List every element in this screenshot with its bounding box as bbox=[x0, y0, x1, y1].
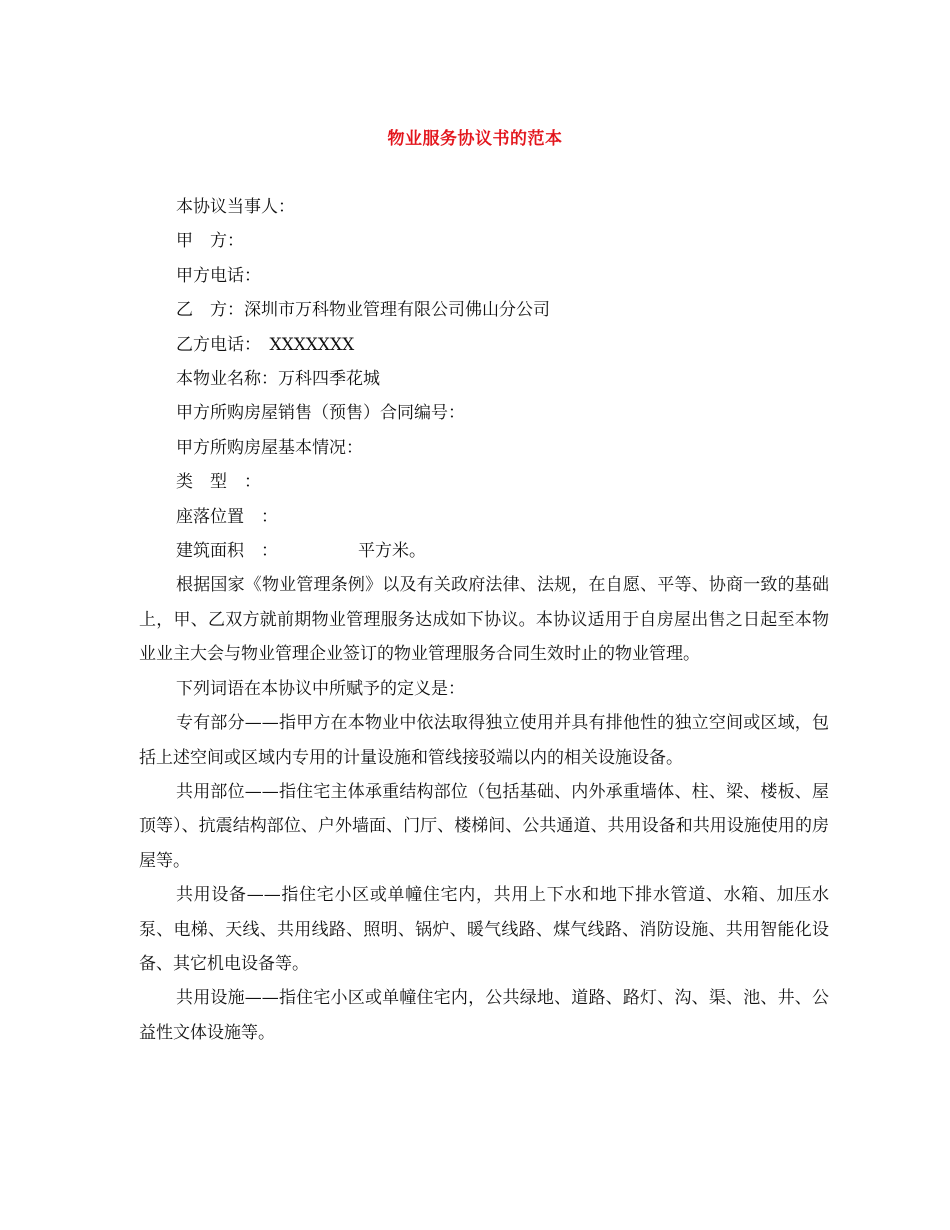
document-body bbox=[139, 190, 829, 1050]
paragraph-definitions-intro: 下列词语在本协议中所赋予的定义是： bbox=[176, 678, 465, 699]
paragraph-basis: 根据国家《物业管理条例》以及有关政府法律、法规，在自愿、平等、协商一致的基础上，甲、乙双方就前期物业管理服务达成如下协议。本协议适用于自房屋出售之日起至本物业业主大会与物业管理企业签订的物业管理服务合同生效时止的物业管理。 bbox=[139, 575, 829, 665]
party-a-field: 甲 方： bbox=[176, 231, 244, 252]
house-info-heading: 甲方所购房屋基本情况： bbox=[176, 437, 363, 458]
paragraph-common-equipment: 共用设备——指住宅小区或单幢住宅内，共用上下水和地下排水管道、水箱、加压水泵、电梯、天线、共用线路、照明、锅炉、暖气线路、煤气线路、消防设施、共用智能化设备、其它机电设备等。 bbox=[139, 885, 829, 974]
floor-area-label: 建筑面积 ： bbox=[176, 541, 278, 562]
paragraph-exclusive-part: 专有部分——指甲方在本物业中依法取得独立使用并具有排他性的独立空间或区域，包括上述空间或区域内专用的计量设施和管线接驳端以内的相关设施设备。 bbox=[139, 713, 829, 768]
party-b-phone-field: 乙方电话： XXXXXXX bbox=[176, 334, 355, 355]
party-b-field: 乙 方：深圳市万科物业管理有限公司佛山分公司 bbox=[176, 300, 550, 321]
document-title: 物业服务协议书的范本 bbox=[387, 129, 563, 149]
floor-area-unit: 平方米。 bbox=[358, 541, 426, 562]
floor-area-field bbox=[139, 534, 829, 568]
house-location-field: 座落位置 ： bbox=[176, 506, 278, 527]
sales-contract-number-field: 甲方所购房屋销售（预售）合同编号： bbox=[176, 403, 465, 424]
parties-heading: 本协议当事人： bbox=[176, 197, 295, 217]
paragraph-common-facilities: 共用设施——指住宅小区或单幢住宅内，公共绿地、道路、路灯、沟、渠、池、井、公益性文体设施等。 bbox=[139, 988, 829, 1043]
property-name-field: 本物业名称：万科四季花城 bbox=[176, 369, 380, 390]
house-type-field: 类 型 ： bbox=[176, 472, 261, 493]
paragraph-common-parts: 共用部位——指住宅主体承重结构部位（包括基础、内外承重墙体、柱、梁、楼板、屋顶等）、抗震结构部位、户外墙面、门厅、楼梯间、公共通道、共用设备和共用设施使用的房屋等。 bbox=[139, 781, 829, 871]
party-a-phone-field: 甲方电话： bbox=[176, 265, 261, 286]
